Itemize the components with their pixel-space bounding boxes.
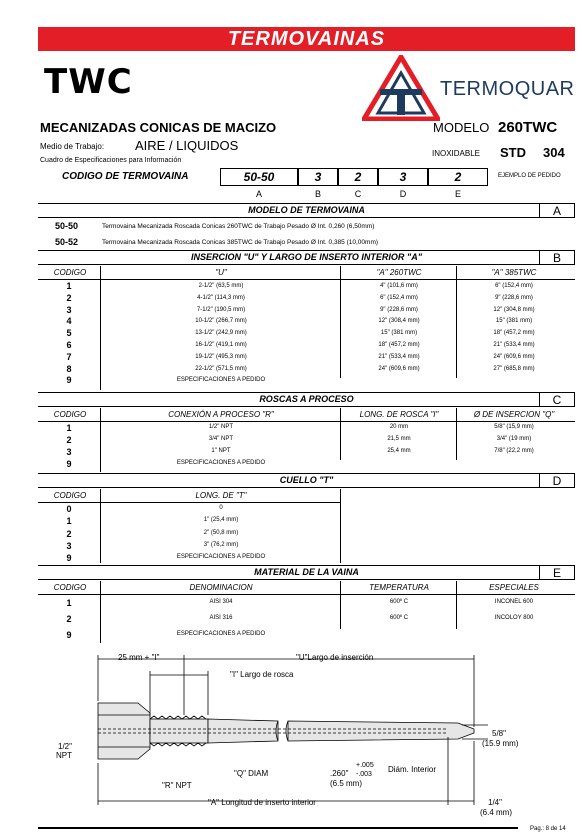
tol-plus: +.005 — [356, 762, 374, 769]
sec-c-header-q: Ø DE INSERCION "Q" — [473, 410, 555, 419]
sec-b-a385: 24" (609,6 mm) — [493, 353, 535, 360]
sec-b-a260: 6" (152,4 mm) — [380, 294, 418, 301]
npt-12: 1/2" — [58, 742, 72, 751]
page-number: Pag.: 8 de 14 — [530, 826, 566, 832]
sec-d-code: 2 — [66, 528, 72, 539]
npt-label: NPT — [56, 751, 72, 760]
sec-e-temp: 600º C — [389, 615, 409, 621]
sec-b-u: 13-1/2" (242,9 mm) — [195, 330, 247, 337]
modelo-label: MODELO — [433, 120, 490, 135]
sec-e-esp: INCOLOY 800 — [494, 615, 534, 621]
sec-c-q: 3/4" (19 mm) — [496, 436, 532, 442]
sec-e-temp: 600º C — [389, 599, 409, 605]
sec-b-code: 5 — [66, 328, 72, 339]
dim-i: "I" Largo de rosca — [230, 670, 294, 679]
sec-b-code: 1 — [66, 281, 72, 291]
divider — [340, 489, 341, 563]
sec-b-code: 8 — [66, 363, 72, 374]
page-title: MECANIZADAS CONICAS DE MACIZO — [40, 120, 277, 135]
tol-minus: -.003 — [356, 771, 372, 778]
divider — [100, 489, 101, 563]
sec-c-i: 25,4 mm — [387, 448, 411, 454]
dim-159: (15.9 mm) — [482, 739, 519, 748]
sec-c-r: 3/4" NPT — [208, 436, 234, 442]
codigo-letter-c: C — [354, 189, 362, 199]
medio-value: AIRE / LIQUIDOS — [135, 138, 239, 153]
ejemplo-label: EJEMPLO DE PEDIDO — [498, 173, 561, 179]
codigo-label: CODIGO DE TERMOVAINA — [62, 171, 189, 182]
sec-e-esp: INCONEL 600 — [494, 599, 534, 605]
sec-d-code: 1 — [66, 516, 72, 527]
sec-b-u: 7-1/2" (190,5 mm) — [196, 306, 246, 313]
codigo-box-a: 50-50 — [220, 168, 298, 186]
divider — [100, 581, 101, 643]
sec-b-a385: 27" (685,8 mm) — [493, 365, 535, 372]
dim-u: "U"Largo de inserción — [296, 653, 374, 662]
sec-c-q: 7/8" (22,2 mm) — [494, 448, 534, 454]
sec-b-a260: 15" (381 mm) — [380, 330, 418, 337]
divider — [38, 594, 575, 595]
codigo-box-d: 3 — [378, 168, 428, 186]
sec-b-a260: 21" (533,4 mm) — [378, 353, 420, 360]
codigo-box-b: 3 — [298, 168, 338, 186]
dia-260: .260" — [330, 769, 349, 778]
product-code: TWC — [44, 62, 133, 102]
codigo-box-c: 2 — [338, 168, 378, 186]
divider — [340, 266, 341, 378]
termoquar-logo — [362, 55, 440, 121]
sec-d-code: 3 — [66, 540, 72, 551]
section-d-letter: D — [539, 473, 575, 488]
sec-e-code: 9 — [66, 630, 72, 640]
divider — [456, 581, 457, 629]
sec-a-desc: Termovaina Mecanizada Roscada Conicas 260TWC de Trabajo Pesado Ø Int. 0,260 (6,50mm) — [102, 223, 375, 230]
sec-b-u: ESPECIFICACIONES A PEDIDO — [176, 377, 266, 384]
sec-b-header-a385: "A" 385TWC — [491, 268, 537, 277]
sec-d-t: 3" (76,2 mm) — [203, 541, 239, 548]
std-value: 304 — [543, 145, 565, 160]
sec-b-u: 19-1/2" (495,3 mm) — [195, 353, 247, 360]
sec-d-t: 1" (25,4 mm) — [203, 517, 239, 524]
dim-25mm: 25 mm + "I" — [118, 653, 160, 662]
sec-a-desc: Termovaina Mecanizada Roscada Conicas 385TWC de Trabajo Pesado Ø Int. 0,385 (10,00mm) — [102, 239, 379, 246]
inox-label: INOXIDABLE — [432, 149, 481, 158]
sec-b-u: 2-1/2" (63,5 mm) — [198, 283, 244, 289]
diam-interior: Diám. Interior — [388, 765, 437, 774]
sec-d-code: 9 — [66, 553, 72, 564]
thermowell-drawing — [38, 645, 575, 825]
sec-e-den: AISI 304 — [209, 599, 233, 605]
section-c-title: ROSCAS A PROCESO — [259, 394, 354, 404]
sec-c-header-r: CONEXIÓN A PROCESO "R" — [168, 410, 274, 419]
std-label: STD — [500, 145, 526, 160]
r-npt: "R" NPT — [162, 781, 192, 790]
section-d-title: CUELLO "T" — [279, 475, 334, 485]
sec-d-code: 0 — [66, 504, 72, 514]
sec-e-header-esp: ESPECIALES — [489, 583, 539, 592]
sec-e-header-temp: TEMPERATURA — [369, 583, 429, 592]
sec-c-code: 1 — [66, 423, 72, 433]
section-c-letter: C — [539, 392, 575, 407]
divider — [340, 581, 341, 629]
dim-64: (6.4 mm) — [480, 808, 512, 817]
section-e-letter: E — [539, 565, 575, 580]
codigo-box-e: 2 — [428, 168, 488, 186]
q-diam: "Q" DIAM — [234, 769, 269, 778]
sec-b-a385: 9" (228,6 mm) — [495, 294, 533, 301]
sec-d-t: ESPECIFICACIONES A PEDIDO — [176, 554, 266, 561]
medio-label: Medio de Trabajo: — [40, 142, 105, 151]
dim-a: "A" Longitud de inserto interior — [208, 798, 316, 807]
sec-e-den: AISI 316 — [209, 615, 233, 621]
sec-b-a385: 12" (304,8 mm) — [493, 306, 535, 313]
sec-e-code: 2 — [66, 614, 72, 624]
divider — [340, 408, 341, 460]
sec-b-a385: 21" (533,4 mm) — [493, 342, 535, 348]
page-banner: TERMOVAINAS — [38, 27, 575, 51]
sec-c-code: 3 — [66, 447, 72, 457]
footer-rule — [38, 827, 518, 829]
sec-c-header-codigo: CODIGO — [53, 410, 87, 419]
sec-b-code: 2 — [66, 292, 72, 303]
divider — [100, 408, 101, 472]
codigo-letter-e: E — [454, 189, 461, 199]
sec-b-a385: 6" (152,4 mm) — [495, 283, 533, 289]
sec-c-i: 21,5 mm — [387, 436, 411, 442]
divider — [456, 408, 457, 460]
sec-b-code: 6 — [66, 340, 72, 350]
section-a-letter: A — [539, 203, 575, 218]
sec-b-u: 10-1/2" (266,7 mm) — [195, 318, 247, 325]
section-e-header — [38, 565, 575, 580]
sec-b-a260: 4" (101,6 mm) — [380, 283, 418, 289]
sec-b-a260: 9" (228,6 mm) — [380, 306, 418, 313]
sec-e-code: 1 — [66, 598, 72, 608]
sec-b-u: 4-1/2" (114,3 mm) — [197, 294, 245, 301]
sec-b-header-u: "U" — [215, 268, 227, 277]
sec-c-i: 20 mm — [389, 424, 409, 430]
divider — [456, 266, 457, 378]
sec-b-a260: 12" (308,4 mm) — [378, 318, 420, 325]
sec-b-code: 3 — [66, 304, 72, 315]
divider — [38, 279, 575, 280]
sec-b-code: 9 — [66, 375, 72, 386]
dia-65: (6.5 mm) — [330, 779, 362, 788]
dim-58: 5/8" — [492, 729, 506, 738]
sec-c-q: 5/8" (15,9 mm) — [494, 424, 534, 430]
sec-d-t: 0 — [219, 505, 223, 511]
codigo-letter-b: B — [314, 189, 321, 199]
sec-d-header-t: LONG. DE "T" — [195, 491, 247, 500]
sec-b-a385: 18" (457,2 mm) — [493, 330, 535, 337]
section-d-header — [38, 473, 575, 488]
sec-e-header-den: DENOMINACION — [189, 583, 253, 592]
sec-b-code: 4 — [66, 316, 72, 327]
sec-b-u: 22-1/2" (571,5 mm) — [195, 365, 247, 372]
section-b-header — [38, 250, 575, 265]
section-a-header — [38, 203, 575, 218]
divider — [38, 421, 575, 422]
section-a-title: MODELO DE TERMOVAINA — [248, 205, 365, 215]
sec-c-code: 2 — [66, 435, 72, 445]
brand-name: TERMOQUAR — [440, 78, 575, 100]
sec-b-a385: 15" (381 mm) — [495, 318, 533, 325]
sec-b-header-codigo: CODIGO — [53, 268, 87, 277]
sec-a-code: 50-52 — [55, 237, 79, 247]
modelo-value: 260TWC — [498, 119, 558, 136]
dim-14: 1/4" — [488, 798, 502, 807]
sec-b-a260: 24" (609,6 mm) — [378, 365, 420, 372]
sec-e-header-codigo: CODIGO — [53, 583, 87, 592]
section-c-header — [38, 392, 575, 407]
sec-c-header-i: LONG. DE ROSCA "I" — [359, 410, 439, 419]
sec-e-den: ESPECIFICACIONES A PEDIDO — [176, 631, 266, 637]
codigo-letter-d: D — [399, 189, 407, 199]
sec-d-header-codigo: CODIGO — [53, 491, 87, 500]
sec-b-header-a260: "A" 260TWC — [376, 268, 422, 277]
sec-c-r: 1/2" NPT — [208, 424, 234, 430]
sec-b-code: 7 — [66, 351, 72, 362]
sec-c-r: ESPECIFICACIONES A PEDIDO — [176, 460, 266, 466]
divider — [38, 502, 340, 503]
sec-b-u: 16-1/2" (419,1 mm) — [195, 342, 247, 348]
sec-c-r: 1" NPT — [211, 448, 231, 454]
divider — [100, 266, 101, 390]
section-b-title: INSERCION "U" Y LARGO DE INSERTO INTERIOR "A" — [191, 252, 422, 262]
section-e-title: MATERIAL DE LA VAINA — [254, 567, 359, 577]
codigo-letter-a: A — [255, 189, 262, 199]
sec-b-a260: 18" (457,2 mm) — [378, 342, 420, 348]
section-b-letter: B — [539, 250, 575, 265]
cuadro-note: Cuadro de Especificaciones para Información — [40, 157, 182, 164]
sec-c-code: 9 — [66, 459, 72, 469]
sec-d-t: 2" (50,8 mm) — [203, 529, 239, 536]
sec-a-code: 50-50 — [55, 221, 79, 231]
